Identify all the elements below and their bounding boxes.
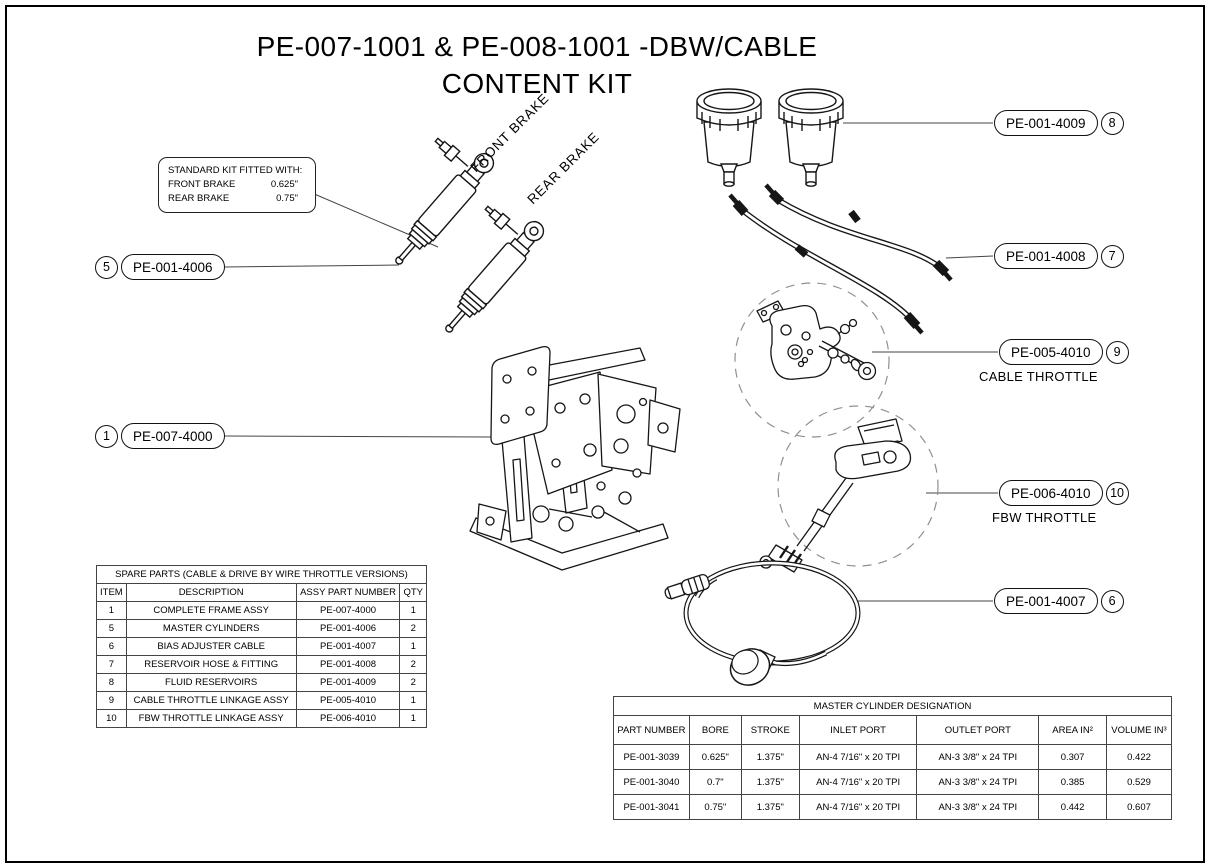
table-cell: PE-001-4008 [296,656,400,674]
table-cell: CABLE THROTTLE LINKAGE ASSY [126,692,296,710]
callout-fbw-throttle [999,480,1129,506]
table-cell: 1.375" [741,795,799,820]
table-cell: COMPLETE FRAME ASSY [126,602,296,620]
item-balloon: 9 [1106,341,1129,364]
note-front-brake: FRONT BRAKE 0.625" [168,178,298,190]
table-cell: 0.442 [1039,795,1107,820]
table-cell: INLET PORT [799,716,917,745]
table-cell: PE-001-3040 [614,770,690,795]
page-title [0,28,1074,102]
part-number-label: PE-001-4007 [994,588,1098,614]
table-cell: 10 [97,710,127,728]
callout-cable-throttle [999,339,1129,365]
standard-kit-note [158,157,316,213]
fbw-throttle-caption: FBW THROTTLE [992,510,1097,525]
part-number-label: PE-005-4010 [999,339,1103,365]
pedal-assembly-drawing [470,347,680,570]
table-cell: 8 [97,674,127,692]
item-balloon: 10 [1106,482,1129,505]
table-cell: 0.529 [1107,770,1172,795]
table-cell: 1.375" [741,745,799,770]
table-cell: 1 [400,710,427,728]
fluid-reservoirs-drawing [697,89,843,186]
table-cell: PE-001-3041 [614,795,690,820]
table-cell: 1.375" [741,770,799,795]
table-row [614,770,1172,795]
table-cell: PE-006-4010 [296,710,400,728]
table-cell: 0.385 [1039,770,1107,795]
title-line-2: CONTENT KIT [441,68,633,99]
item-balloon: 1 [95,425,118,448]
spare-parts-table [96,565,427,728]
table-cell: 1 [400,602,427,620]
table-cell: 6 [97,638,127,656]
callout-reservoir-hose [994,243,1124,269]
table-cell: AREA IN² [1039,716,1107,745]
table-cell: 5 [97,620,127,638]
table-cell: 0.607 [1107,795,1172,820]
table-cell: ITEM [97,584,127,602]
title-line-1: PE-007-1001 & PE-008-1001 -DBW/CABLE [256,31,818,62]
part-number-label: PE-001-4008 [994,243,1098,269]
table-cell: PE-001-4006 [296,620,400,638]
table-row [97,620,427,638]
table-cell: AN-4 7/16" x 20 TPI [799,745,917,770]
table-cell: 0.422 [1107,745,1172,770]
table-cell: PE-001-4007 [296,638,400,656]
table-cell: QTY [400,584,427,602]
part-number-label: PE-007-4000 [121,423,225,449]
bias-cable-drawing [663,563,858,692]
table-cell: PE-001-4009 [296,674,400,692]
table-cell: DESCRIPTION [126,584,296,602]
table-cell: RESERVOIR HOSE & FITTING [126,656,296,674]
callout-master-cylinders [95,254,225,280]
item-balloon: 6 [1101,590,1124,613]
table-cell: MASTER CYLINDER DESIGNATION [614,697,1172,716]
table-cell: 9 [97,692,127,710]
table-row [97,674,427,692]
table-cell: 7 [97,656,127,674]
callout-complete-frame [95,423,225,449]
callout-fluid-reservoirs [994,110,1124,136]
table-cell: 0.7" [689,770,741,795]
item-balloon: 7 [1101,245,1124,268]
table-cell: STROKE [741,716,799,745]
table-row [97,710,427,728]
fbw-throttle-dashed-circle [778,406,938,566]
table-cell: PE-001-3039 [614,745,690,770]
table-cell: PE-007-4000 [296,602,400,620]
table-cell: SPARE PARTS (CABLE & DRIVE BY WIRE THROTTLE VERSIONS) [97,566,427,584]
table-cell: PE-005-4010 [296,692,400,710]
table-cell: 2 [400,620,427,638]
dashed-detail-circles [735,283,938,566]
part-number-label: PE-006-4010 [999,480,1103,506]
table-cell: 1 [400,638,427,656]
cable-throttle-drawing [757,301,876,380]
table-cell: FLUID RESERVOIRS [126,674,296,692]
table-cell: BORE [689,716,741,745]
note-heading: STANDARD KIT FITTED WITH: [168,165,303,176]
table-cell: ASSY PART NUMBER [296,584,400,602]
table-cell: 1 [97,602,127,620]
master-cylinder-table [613,696,1172,820]
rear-brake-label: REAR BRAKE [524,129,603,207]
table-cell: VOLUME IN³ [1107,716,1172,745]
table-cell: FBW THROTTLE LINKAGE ASSY [126,710,296,728]
item-balloon: 8 [1101,112,1124,135]
table-row [97,602,427,620]
callout-bias-adjuster-cable [994,588,1124,614]
note-rear-brake: REAR BRAKE 0.75" [168,192,298,204]
front-brake-label: FRONT BRAKE [467,90,552,175]
table-cell: BIAS ADJUSTER CABLE [126,638,296,656]
table-cell: AN-3 3/8" x 24 TPI [917,770,1039,795]
table-cell: PART NUMBER [614,716,690,745]
table-cell: 0.307 [1039,745,1107,770]
table-cell: 2 [400,674,427,692]
part-number-label: PE-001-4006 [121,254,225,280]
table-cell: 0.625" [689,745,741,770]
table-row [97,692,427,710]
table-row [614,795,1172,820]
table-row [97,656,427,674]
cable-throttle-caption: CABLE THROTTLE [979,369,1098,384]
table-cell: 0.75" [689,795,741,820]
table-cell: AN-3 3/8" x 24 TPI [917,745,1039,770]
fbw-throttle-drawing [760,419,911,572]
table-cell: 1 [400,692,427,710]
table-cell: MASTER CYLINDERS [126,620,296,638]
table-cell: AN-4 7/16" x 20 TPI [799,795,917,820]
table-cell: 2 [400,656,427,674]
part-number-label: PE-001-4009 [994,110,1098,136]
table-row [614,745,1172,770]
table-cell: OUTLET PORT [917,716,1039,745]
table-cell: AN-4 7/16" x 20 TPI [799,770,917,795]
table-row [97,638,427,656]
item-balloon: 5 [95,256,118,279]
table-cell: AN-3 3/8" x 24 TPI [917,795,1039,820]
master-cylinders-drawing [359,123,550,340]
